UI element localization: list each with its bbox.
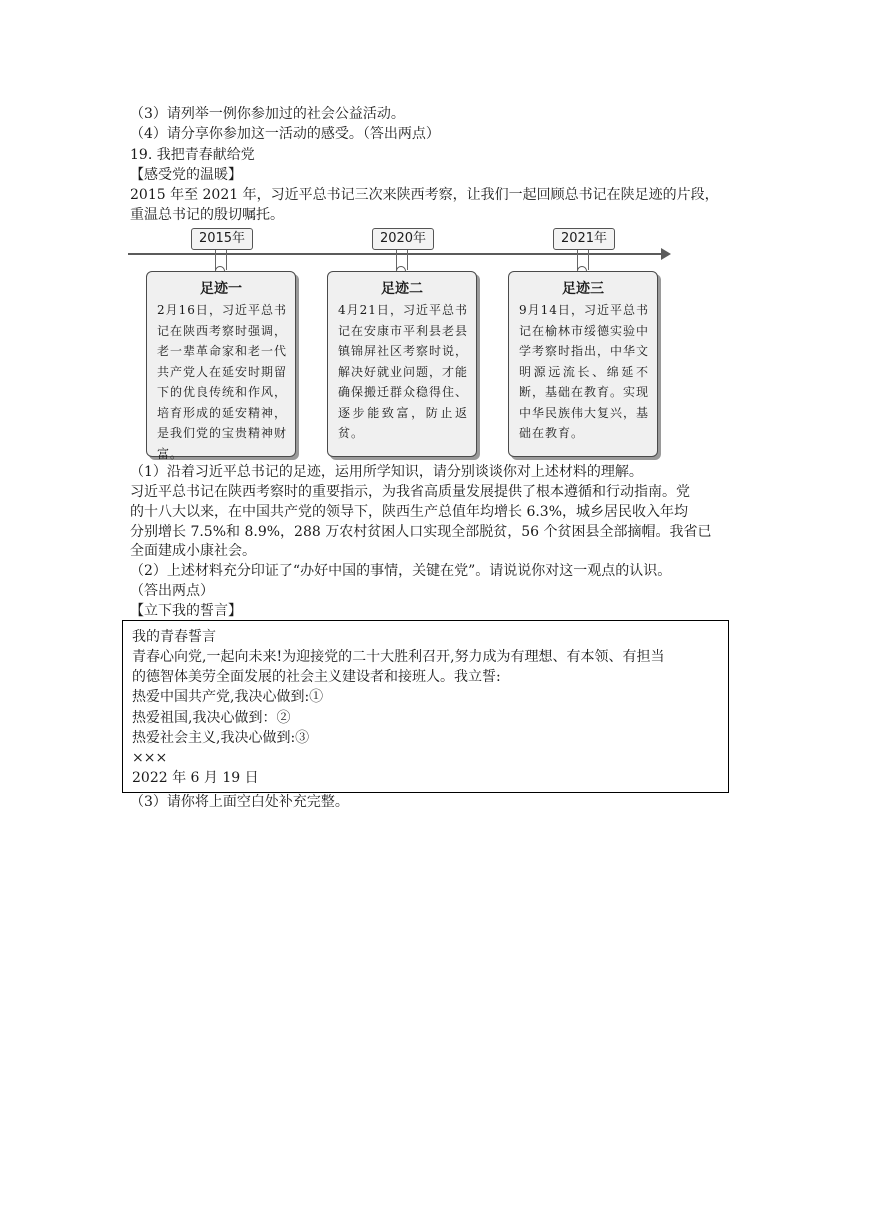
intro-line-1: 2015 年至 2021 年，习近平总书记三次来陕西考察，让我们一起回顾总书记在陕足迹的片段， [130, 187, 719, 203]
question-19-title: 19. 我把青春献给党 [130, 147, 255, 163]
oath-line-1: 青春心向党,一起向未来!为迎接党的二十大胜利召开,努力成为有理想、有本领、有担当 [132, 649, 665, 665]
oath-box [122, 620, 729, 793]
year-label-1: 2015年 [191, 228, 253, 250]
section-heading-oath: 【立下我的誓言】 [130, 603, 242, 619]
footprint-title: 足迹二 [381, 281, 423, 297]
oath-title: 我的青春誓言 [132, 629, 216, 645]
question-2: （2）上述材料充分印证了“办好中国的事情，关键在党”。请说说你对这一观点的认识。 [130, 563, 672, 579]
material-line-2: 的十八大以来，在中国共产党的领导下，陕西生产总值年均增长 6.3%，城乡居民收入年均 [130, 504, 689, 520]
oath-line-3: 热爱中国共产党,我决心做到:① [132, 689, 324, 705]
year-label-3: 2021年 [553, 228, 615, 250]
question-3-bottom: （3）请你将上面空白处补充完整。 [130, 794, 349, 810]
section-heading-warmth: 【感受党的温暖】 [130, 167, 242, 183]
oath-line-4: 热爱祖国,我决心做到：② [132, 710, 291, 726]
footprints-timeline [128, 224, 673, 460]
year-label-2: 2020年 [372, 228, 434, 250]
material-line-3: 分别增长 7.5%和 8.9%，288 万农村贫困人口实现全部脱贫，56 个贫困县全部摘帽。我省已 [130, 524, 712, 540]
footprint-card-3 [508, 271, 658, 457]
footprint-title: 足迹一 [200, 281, 242, 297]
oath-date: 2022 年 6 月 19 日 [132, 770, 259, 786]
intro-line-2: 重温总书记的殷切嘱托。 [130, 207, 284, 223]
material-line-4: 全面建成小康社会。 [130, 543, 256, 559]
footprint-text: 2月16日，习近平总书记在陕西考察时强调，老一辈革命家和老一代共产党人在延安时期留下的优良传统和作风，培育形成的延安精神，是我们党的宝贵精神财富。 [157, 303, 288, 461]
footprint-text: 4月21日，习近平总书记在安康市平利县老县镇锦屏社区考察时说，解决好就业问题，才能确保搬迁群众稳得住、逐步能致富，防止返贫。 [338, 303, 469, 440]
footprint-text: 9月14日，习近平总书记在榆林市绥德实验中学考察时指出，中华文明源远流长、绵延不断，基础在教育。实现中华民族伟大复兴，基础在教育。 [519, 303, 650, 440]
question-3-top: （3）请列举一例你参加过的社会公益活动。 [130, 106, 405, 122]
material-line-1: 习近平总书记在陕西考察时的重要指示，为我省高质量发展提供了根本遵循和行动指南。党 [130, 484, 690, 500]
footprint-card-2 [327, 271, 477, 457]
footprint-title: 足迹三 [562, 281, 604, 297]
oath-line-2: 的德智体美劳全面发展的社会主义建设者和接班人。我立誓: [132, 669, 501, 685]
oath-signature: ××× [132, 750, 168, 766]
question-2-note: （答出两点） [130, 583, 214, 599]
oath-line-5: 热爱社会主义,我决心做到:③ [132, 730, 310, 746]
timeline-arrow-icon [661, 248, 671, 260]
footprint-card-1 [146, 271, 296, 461]
question-1: （1）沿着习近平总书记的足迹，运用所学知识，请分别谈谈你对上述材料的理解。 [130, 464, 643, 480]
question-4-top: （4）请分享你参加这一活动的感受。（答出两点） [130, 126, 440, 142]
